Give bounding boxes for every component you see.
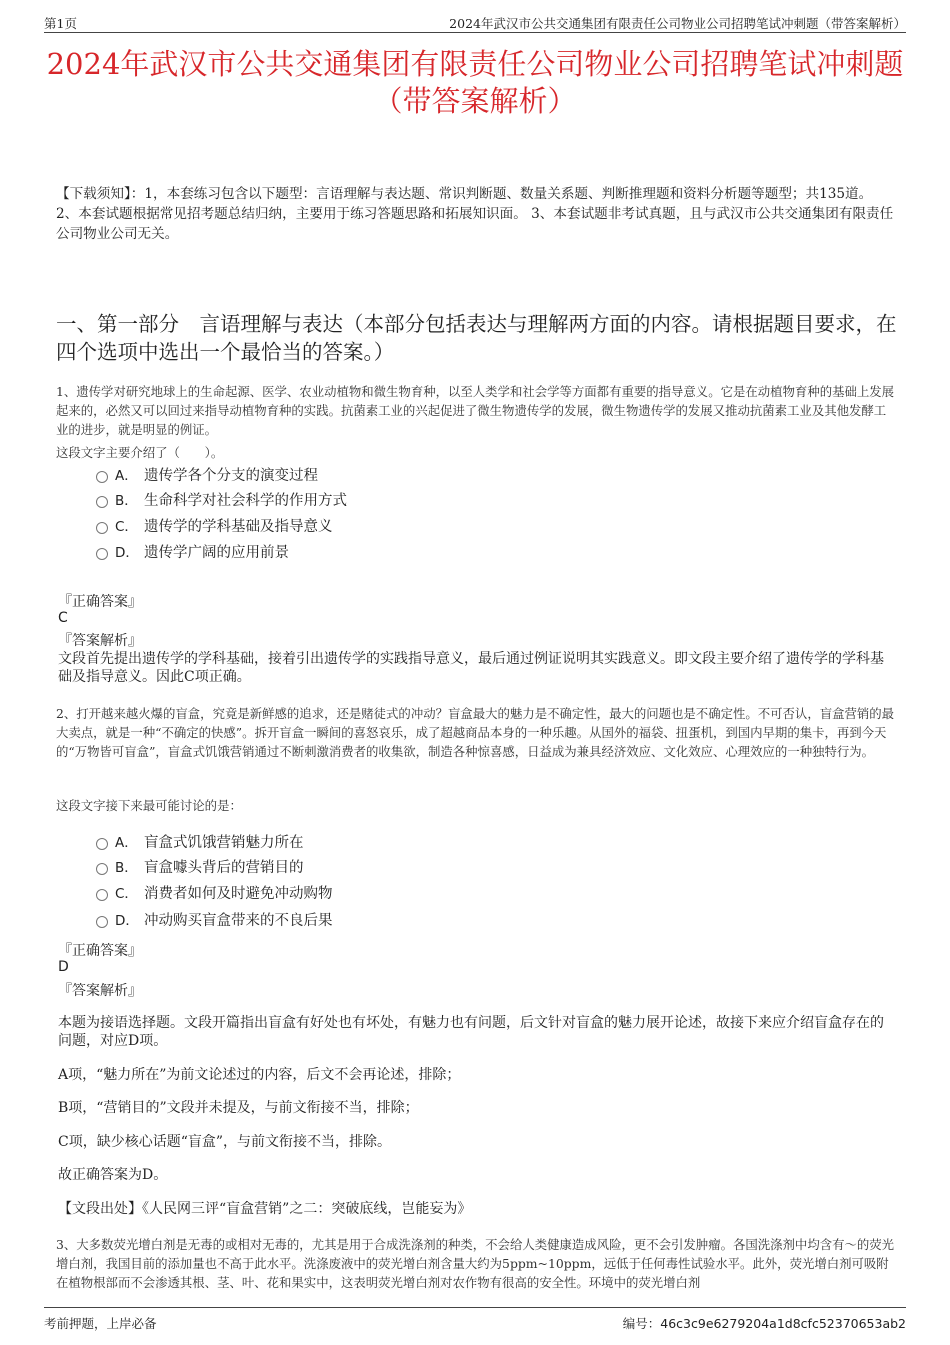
radio-button[interactable] [96,522,108,534]
option-letter: B． [115,493,138,509]
option-c[interactable] [96,882,516,904]
option-c[interactable] [96,515,516,537]
option-text: 生命科学对社会科学的作用方式 [144,493,347,509]
option-text: 遗传学各个分支的演变过程 [144,468,318,484]
question-1-text: 1、遗传学对研究地球上的生命起源、医学、农业动植物和微生物育种，以至人类学和社会学等方面都有重要的指导意义。它是在动植物育种的基础上发展起来的，必然又可以回过来指导动植物育种的实践。抗菌素工业的兴起促进了微生物遗传学的发展，微生物遗传学的发展又推动抗菌素工业及其他发酵工业的进步，就是明显的例证。 [56,384,895,437]
analysis-option-c: C项，缺少核心话题“盲盒”，与前文衔接不当，排除。 [58,1134,392,1150]
passage-source: 【文段出处】《人民网三评“盲盒营销”之二：突破底线，岂能妄为》 [58,1201,472,1217]
page-title: 2024年武汉市公共交通集团有限责任公司物业公司招聘笔试冲刺题（带答案解析） [46,47,904,118]
radio-button[interactable] [96,889,108,901]
option-text: 遗传学的学科基础及指导意义 [144,519,333,535]
analysis-label: 『答案解析』 [58,983,142,999]
download-notice: 【下载须知】：1，本套练习包含以下题型：言语理解与表达题、常识判断题、数量关系题、判断推理题和资料分析题等题型；共135道。 2、本套试题根据常见招考题总结归纳，主要用于练习答题思路和拓展知识面。 3、本套试题非考试真题，且与武汉市公共交通集团有限责任公司物业公司无关。 [56,186,894,242]
correct-answer-label: 『正确答案』 [58,943,142,959]
option-letter: A． [115,468,138,484]
option-letter: A． [115,835,138,851]
document-code [623,1314,906,1332]
option-letter: D． [115,545,139,561]
option-a[interactable] [96,464,516,486]
option-d[interactable] [96,909,516,931]
analysis-text: 文段首先提出遗传学的学科基础，接着引出遗传学的实践指导意义，最后通过例证说明其实践意义。即文段主要介绍了遗传学的学科基础及指导意义。因此C项正确。 [58,651,884,685]
option-text: 盲盒式饥饿营销魅力所在 [144,835,304,851]
section-heading: 一、第一部分 言语理解与表达（本部分包括表达与理解两方面的内容。请根据题目要求，在四个选项中选出一个最恰当的答案。） [56,312,897,364]
option-a[interactable] [96,831,516,853]
option-letter: D． [115,913,139,929]
option-letter: B． [115,860,138,876]
analysis-conclusion: 故正确答案为D。 [58,1167,168,1183]
header-doc-title: 2024年武汉市公共交通集团有限责任公司物业公司招聘笔试冲刺题（带答案解析） [449,16,906,31]
radio-button[interactable] [96,916,108,928]
page-header [44,12,906,33]
analysis-option-b: B项，“营销目的”文段并未提及，与前文衔接不当，排除； [58,1100,419,1116]
option-letter: C． [115,519,138,535]
page-number: 第1页 [44,16,77,31]
question-3-text: 3、大多数荧光增白剂是无毒的或相对无毒的，尤其是用于合成洗涤剂的种类，不会给人类健康造成风险，更不会引发肿瘤。各国洗涤剂中均含有～的荧光增白剂，我国目前的添加量也不高于此水平。洗涤废液中的荧光增白剂含量大约为5ppm~10ppm，远低于任何毒性试验水平。此外，荧光增白剂可吸附在植物根部而不会渗透其根、茎、叶、花和果实中，这表明荧光增白剂对农作物有很高的安全性。环境中的荧光增白剂 [56,1237,895,1290]
radio-button[interactable] [96,548,108,560]
question-1-prompt: 这段文字主要介绍了（ ）。 [56,445,224,460]
radio-button[interactable] [96,838,108,850]
option-b[interactable] [96,489,516,511]
analysis-option-a: A项，“魅力所在”为前文论述过的内容，后文不会再论述，排除； [58,1067,461,1083]
option-letter: C． [115,886,138,902]
option-b[interactable] [96,856,516,878]
option-text: 遗传学广阔的应用前景 [144,545,289,561]
page-footer [44,1307,906,1334]
correct-answer: D [58,959,69,975]
question-2-text: 2、打开越来越火爆的盲盒，究竟是新鲜感的追求，还是赌徒式的冲动？盲盒最大的魅力是不确定性，最大的问题也是不确定性。不可否认，盲盒营销的最大卖点，就是一种“不确定的快感”。拆开盲盒一瞬间的喜怒哀乐，成了超越商品本身的一种乐趣。从国外的福袋、扭蛋机，到国内早期的集卡，再到今天的“万物皆可盲盒”，盲盒式饥饿营销通过不断刺激消费者的收集欲，制造各种惊喜感，日益成为兼具经济效应、文化效应、心理效应的一种独特行为。 [56,706,895,759]
radio-button[interactable] [96,471,108,483]
correct-answer: C [58,610,68,626]
footer-slogan: 考前押题，上岸必备 [44,1316,157,1331]
analysis-text: 本题为接语选择题。文段开篇指出盲盒有好处也有坏处，有魅力也有问题，后文针对盲盒的魅力展开论述，故接下来应介绍盲盒存在的问题，对应D项。 [58,1015,884,1049]
radio-button[interactable] [96,496,108,508]
option-text: 消费者如何及时避免冲动购物 [144,886,333,902]
option-text: 盲盒噱头背后的营销目的 [144,860,304,876]
code-label: 编号： [622,1316,661,1331]
question-2-prompt: 这段文字接下来最可能讨论的是： [56,798,242,813]
option-text: 冲动购买盲盒带来的不良后果 [144,913,333,929]
radio-button[interactable] [96,863,108,875]
correct-answer-label: 『正确答案』 [58,594,142,610]
option-d[interactable] [96,541,516,563]
code-value: 46c3c9e6279204a1d8cfc52370653ab2 [660,1316,906,1331]
analysis-label: 『答案解析』 [58,633,142,649]
